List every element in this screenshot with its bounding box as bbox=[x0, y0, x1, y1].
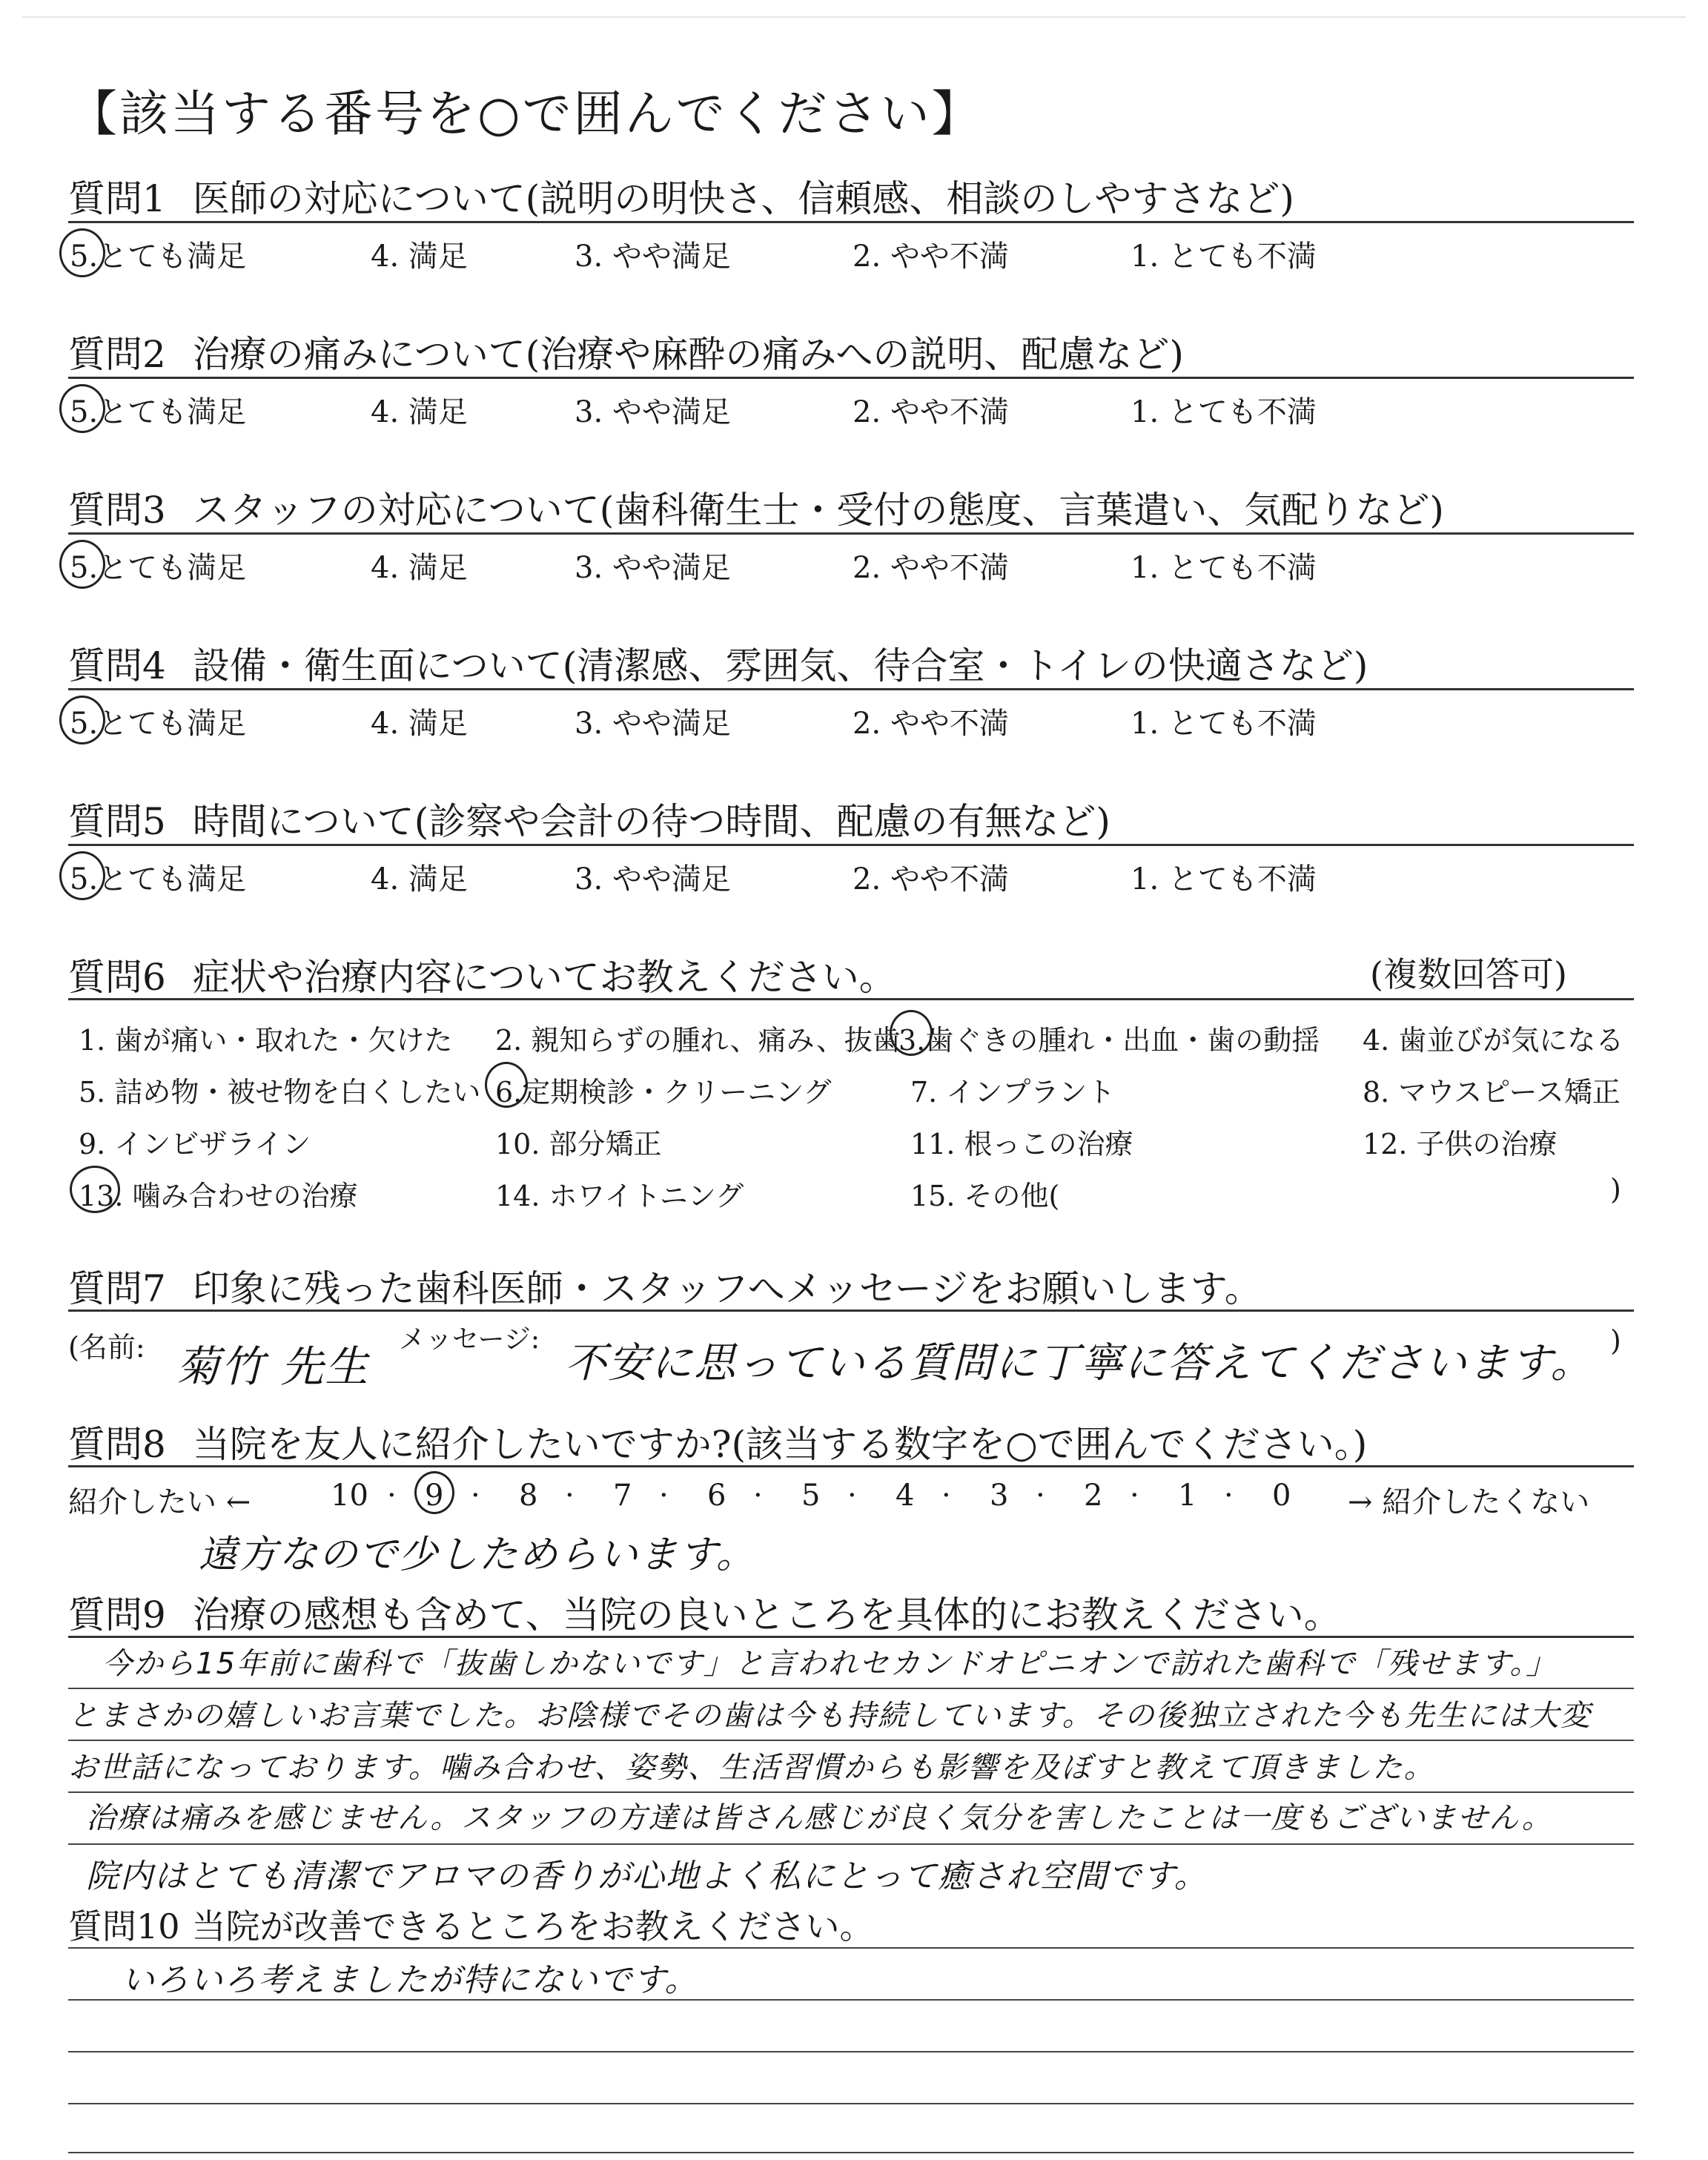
question-5-text: 時間について(診察や会計の待つ時間、配慮の有無など) bbox=[192, 800, 1110, 843]
q6-item-15-close: ) bbox=[1610, 1173, 1621, 1206]
q10-line-rule-3 bbox=[68, 2051, 1634, 2052]
question-4-heading bbox=[68, 636, 1368, 690]
question-1-option-3[interactable]: 3. やや満足 bbox=[575, 240, 731, 274]
question-3-option-2[interactable]: 2. やや不満 bbox=[853, 551, 1009, 585]
q6-item-10[interactable]: 10. 部分矯正 bbox=[495, 1128, 662, 1160]
page-edge bbox=[22, 16, 1686, 18]
q8-scale-separator: · bbox=[387, 1479, 397, 1513]
question-10-text: 当院が改善できるところをお教えください。 bbox=[191, 1906, 874, 1946]
q6-item-12[interactable]: 12. 子供の治療 bbox=[1363, 1128, 1558, 1160]
question-4-number: 質問4 bbox=[68, 644, 166, 687]
q7-name-label: (名前: bbox=[68, 1331, 145, 1364]
question-5-rule bbox=[68, 844, 1634, 846]
q8-scale-separator: · bbox=[1036, 1479, 1045, 1513]
q7-message-value[interactable]: 不安に思っている質問に丁寧に答えてくださいます。 bbox=[565, 1339, 1594, 1387]
q8-scale-6[interactable]: 6 bbox=[707, 1479, 726, 1513]
question-5-option-5[interactable]: 5.とても満足 bbox=[70, 862, 247, 896]
question-2-option-2[interactable]: 2. やや不満 bbox=[853, 395, 1009, 429]
question-5-number: 質問5 bbox=[68, 800, 166, 843]
question-1-rule bbox=[68, 221, 1634, 223]
q8-comment[interactable]: 遠方なので少しためらいます。 bbox=[199, 1533, 756, 1577]
question-3-text: スタッフの対応について(歯科衛生士・受付の態度、言葉遣い、気配りなど) bbox=[192, 489, 1444, 532]
question-6-heading bbox=[68, 948, 896, 1001]
q6-item-7[interactable]: 7. インプラント bbox=[910, 1076, 1116, 1109]
q6-item-11[interactable]: 11. 根っこの治療 bbox=[910, 1128, 1133, 1160]
question-1-heading bbox=[68, 169, 1294, 222]
question-5-heading bbox=[68, 792, 1110, 845]
q6-item-4[interactable]: 4. 歯並びが気になる bbox=[1363, 1024, 1624, 1057]
q7-close: ) bbox=[1610, 1324, 1621, 1357]
question-1-number: 質問1 bbox=[68, 177, 166, 220]
q9-answer-line-3[interactable]: お世話になっております。噛み合わせ、姿勢、生活習慣からも影響を及ぼすと教えて頂きました。 bbox=[68, 1751, 1435, 1785]
q9-answer-line-2[interactable]: とまさかの嬉しいお言葉でした。お陰様でその歯は今も持続しています。その後独立された今も先生には大変 bbox=[68, 1699, 1592, 1733]
question-4-option-5[interactable]: 5.とても満足 bbox=[70, 707, 247, 741]
q8-scale-10[interactable]: 10 bbox=[331, 1479, 368, 1513]
question-3-number: 質問3 bbox=[68, 489, 166, 532]
q8-left-label: 紹介したい ← bbox=[68, 1485, 251, 1519]
question-6-number: 質問6 bbox=[68, 956, 166, 999]
page-title: 【該当する番号を○で囲んでください】 bbox=[68, 85, 983, 142]
q6-item-3[interactable]: 3.歯ぐきの腫れ・出血・歯の動揺 bbox=[898, 1024, 1320, 1057]
question-2-text: 治療の痛みについて(治療や麻酔の痛みへの説明、配慮など) bbox=[192, 333, 1184, 376]
q9-answer-line-4[interactable]: 治療は痛みを感じません。スタッフの方達は皆さん感じが良く気分を害したことは一度もございません。 bbox=[86, 1801, 1553, 1835]
question-3-heading bbox=[68, 480, 1444, 534]
question-5-option-2[interactable]: 2. やや不満 bbox=[853, 862, 1009, 896]
question-2-heading bbox=[68, 325, 1184, 378]
q6-item-1[interactable]: 1. 歯が痛い・取れた・欠けた bbox=[79, 1024, 453, 1057]
q9-line-rule-2 bbox=[68, 1740, 1634, 1741]
q8-scale-separator: · bbox=[753, 1479, 763, 1513]
question-4-option-3[interactable]: 3. やや満足 bbox=[575, 707, 731, 741]
q8-scale-8[interactable]: 8 bbox=[519, 1479, 538, 1513]
question-1-text: 医師の対応について(説明の明快さ、信頼感、相談のしやすさなど) bbox=[192, 177, 1294, 220]
q8-scale-separator: · bbox=[471, 1479, 480, 1513]
question-8-rule bbox=[68, 1465, 1634, 1467]
question-4-option-4[interactable]: 4. 満足 bbox=[371, 707, 468, 741]
q6-item-13[interactable]: 13. 噛み合わせの治療 bbox=[79, 1180, 358, 1212]
q8-scale-separator: · bbox=[1130, 1479, 1139, 1513]
question-1-option-2[interactable]: 2. やや不満 bbox=[853, 240, 1009, 274]
q6-item-15[interactable]: 15. その他( bbox=[910, 1180, 1060, 1212]
q8-scale-separator: · bbox=[941, 1479, 951, 1513]
q8-scale-3[interactable]: 3 bbox=[990, 1479, 1009, 1513]
q8-scale-2[interactable]: 2 bbox=[1084, 1479, 1103, 1513]
question-3-option-5[interactable]: 5.とても満足 bbox=[70, 551, 247, 585]
question-3-option-3[interactable]: 3. やや満足 bbox=[575, 551, 731, 585]
question-1-option-1[interactable]: 1. とても不満 bbox=[1131, 240, 1317, 274]
q10-line-rule-5 bbox=[68, 2152, 1634, 2153]
q8-scale-separator: · bbox=[847, 1479, 857, 1513]
q8-scale-7[interactable]: 7 bbox=[613, 1479, 632, 1513]
q9-line-rule-4 bbox=[68, 1843, 1634, 1845]
question-4-option-1[interactable]: 1. とても不満 bbox=[1131, 707, 1317, 741]
question-10-heading bbox=[68, 1900, 874, 1949]
question-8-number: 質問8 bbox=[68, 1423, 166, 1466]
question-2-option-5[interactable]: 5.とても満足 bbox=[70, 395, 247, 429]
q9-line-rule-1 bbox=[68, 1688, 1634, 1689]
question-4-text: 設備・衛生面について(清潔感、雰囲気、待合室・トイレの快適さなど) bbox=[192, 644, 1368, 687]
q8-scale-4[interactable]: 4 bbox=[896, 1479, 915, 1513]
question-4-rule bbox=[68, 688, 1634, 690]
question-1-option-5[interactable]: 5.とても満足 bbox=[70, 240, 247, 274]
q6-item-9[interactable]: 9. インビザライン bbox=[79, 1128, 311, 1160]
question-9-rule bbox=[68, 1636, 1634, 1638]
question-7-number: 質問7 bbox=[68, 1267, 166, 1310]
question-8-heading bbox=[68, 1415, 1367, 1468]
q8-scale-5[interactable]: 5 bbox=[801, 1479, 821, 1513]
question-2-rule bbox=[68, 377, 1634, 379]
q6-item-14[interactable]: 14. ホワイトニング bbox=[495, 1180, 744, 1212]
q8-scale-separator: · bbox=[659, 1479, 669, 1513]
q8-right-label: → 紹介したくない bbox=[1348, 1485, 1590, 1519]
question-6-text: 症状や治療内容についてお教えください。 bbox=[192, 956, 896, 999]
question-5-option-3[interactable]: 3. やや満足 bbox=[575, 862, 731, 896]
question-7-rule bbox=[68, 1309, 1634, 1312]
question-9-heading bbox=[68, 1585, 1341, 1639]
question-1-option-4[interactable]: 4. 満足 bbox=[371, 240, 468, 274]
question-9-text: 治療の感想も含めて、当院の良いところを具体的にお教えください。 bbox=[192, 1593, 1341, 1636]
q10-line-rule-1 bbox=[68, 1947, 1634, 1949]
question-2-option-4[interactable]: 4. 満足 bbox=[371, 395, 468, 429]
q6-item-8[interactable]: 8. マウスピース矯正 bbox=[1363, 1076, 1621, 1109]
q6-item-6[interactable]: 6.定期検診・クリーニング bbox=[495, 1076, 832, 1109]
question-7-text: 印象に残った歯科医師・スタッフへメッセージをお願いします。 bbox=[192, 1267, 1262, 1310]
question-5-option-1[interactable]: 1. とても不満 bbox=[1131, 862, 1317, 896]
q8-scale-1[interactable]: 1 bbox=[1178, 1479, 1197, 1513]
question-3-option-4[interactable]: 4. 満足 bbox=[371, 551, 468, 585]
question-2-option-1[interactable]: 1. とても不満 bbox=[1131, 395, 1317, 429]
question-10-number: 質問10 bbox=[68, 1906, 180, 1946]
question-3-option-1[interactable]: 1. とても不満 bbox=[1131, 551, 1317, 585]
question-9-number: 質問9 bbox=[68, 1593, 166, 1636]
q8-scale-separator: · bbox=[1224, 1479, 1234, 1513]
question-2-number: 質問2 bbox=[68, 333, 166, 376]
q6-item-5[interactable]: 5. 詰め物・被せ物を白くしたい bbox=[79, 1076, 481, 1109]
question-5-option-4[interactable]: 4. 満足 bbox=[371, 862, 468, 896]
question-2-option-3[interactable]: 3. やや満足 bbox=[575, 395, 731, 429]
q10-line-rule-2 bbox=[68, 1999, 1634, 2001]
question-3-rule bbox=[68, 532, 1634, 535]
q9-answer-line-1[interactable]: 今から15年前に歯科で「抜歯しかないです」と言われセカンドオピニオンで訪れた歯科で「残せます。」 bbox=[102, 1647, 1558, 1681]
q7-message-label: メッセージ: bbox=[399, 1324, 540, 1355]
question-8-text: 当院を友人に紹介したいですか?(該当する数字を○で囲んでください。) bbox=[192, 1423, 1368, 1466]
q10-answer[interactable]: いろいろ考えましたが特にないです。 bbox=[122, 1961, 699, 1999]
q9-line-rule-3 bbox=[68, 1791, 1634, 1793]
q7-name-value[interactable]: 菊竹 先生 bbox=[176, 1341, 370, 1392]
q10-line-rule-4 bbox=[68, 2103, 1634, 2104]
question-7-heading bbox=[68, 1259, 1262, 1312]
question-6-rule bbox=[68, 998, 1634, 1000]
q6-item-2[interactable]: 2. 親知らずの腫れ、痛み、抜歯 bbox=[495, 1024, 901, 1057]
q8-scale-9[interactable]: 9 bbox=[425, 1479, 444, 1513]
question-6-note: (複数回答可) bbox=[1370, 954, 1567, 994]
q8-selected-circle[interactable] bbox=[414, 1471, 454, 1514]
question-4-option-2[interactable]: 2. やや不満 bbox=[853, 707, 1009, 741]
q8-scale-0[interactable]: 0 bbox=[1272, 1479, 1291, 1513]
q9-answer-line-5[interactable]: 院内はとても清潔でアロマの香りが心地よく私にとって癒され空間です。 bbox=[86, 1857, 1208, 1895]
q8-scale-separator: · bbox=[565, 1479, 575, 1513]
